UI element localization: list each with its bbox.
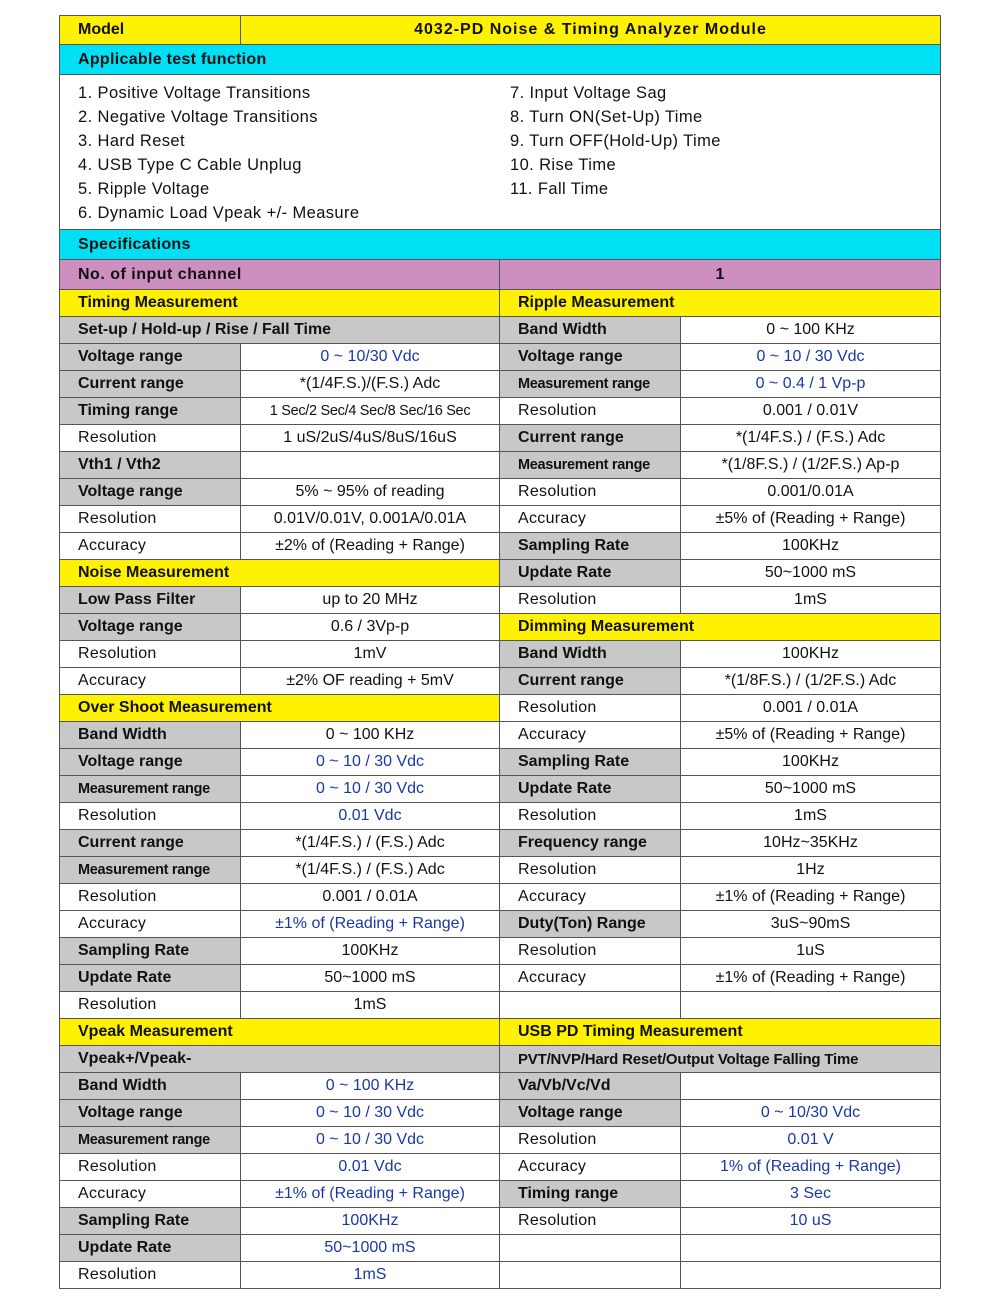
spec-row-resolution [500,857,941,884]
spec-row-resolution [500,803,941,830]
spec-value: 10Hz~35KHz [763,834,858,851]
input-channel-value: 1 [715,265,725,283]
spec-row-voltage-range [500,344,941,371]
spec-row-sampling-rate [500,533,941,560]
spec-row-band-width [59,1073,500,1100]
spec-value: *(1/4F.S.) / (F.S.) Adc [735,429,886,446]
spec-value: 0.001 / 0.01A [322,888,418,905]
spec-value: 1uS [796,942,825,959]
test-function-item: 5. Ripple Voltage [78,180,210,198]
input-channel-label: No. of input channel [60,260,500,289]
spec-value: 1mS [794,591,827,608]
spec-row-update-rate [59,1235,500,1262]
spec-row-duty-ton-range [500,911,941,938]
spec-row-voltage-range [500,1100,941,1127]
spec-label: Measurement range [60,1127,241,1153]
subsection-header: PVT/NVP/Hard Reset/Output Voltage Falling Time [500,1046,941,1073]
model-label: Model [60,16,241,44]
spec-value: *(1/8F.S.) / (1/2F.S.) Ap-p [721,456,900,473]
spec-tables [59,290,941,1289]
spec-label: Measurement range [60,776,241,802]
spec-row-timing-range [59,398,500,425]
spec-value: 0 ~ 100 KHz [325,1077,415,1094]
spec-value: 0.01V/0.01V, 0.001A/0.01A [273,510,467,527]
test-function-item: 4. USB Type C Cable Unplug [78,156,302,174]
spec-row-sampling-rate [59,938,500,965]
spec-value [681,992,940,1018]
spec-row-band-width [500,317,941,344]
spec-label: Resolution [500,479,681,505]
spec-label: Resolution [500,1208,681,1234]
spec-row-resolution [500,938,941,965]
spec-row-update-rate [59,965,500,992]
spec-label: Band Width [500,641,681,667]
test-function-item: 9. Turn OFF(Hold-Up) Time [510,132,721,150]
input-channel-row [59,260,941,290]
spec-value: 0 ~ 10/30 Vdc [760,1104,861,1121]
spec-value: ±1% of (Reading + Range) [275,1185,465,1202]
spec-value: 0.01 Vdc [338,1158,402,1175]
spec-label: Accuracy [500,1154,681,1180]
spec-row-resolution [500,398,941,425]
spec-value: 0 ~ 10 / 30 Vdc [756,348,865,365]
spec-value: 100KHz [341,1212,399,1229]
spec-row-measurement-range [59,1127,500,1154]
spec-label: Voltage range [60,344,241,370]
spec-value: *(1/4F.S.)/(F.S.) Adc [299,375,441,392]
spec-value [681,1262,940,1288]
spec-row-accuracy [500,1154,941,1181]
spec-label: Resolution [500,938,681,964]
spec-row-voltage-range [59,614,500,641]
spec-label: Accuracy [500,884,681,910]
spec-label: Sampling Rate [60,1208,241,1234]
test-function-left-column [78,81,510,229]
spec-sheet [59,15,941,1289]
spec-row-vth1-vth2 [59,452,500,479]
spec-label [500,992,681,1018]
spec-label: Va/Vb/Vc/Vd [500,1073,681,1099]
spec-label: Resolution [60,992,241,1018]
spec-row-measurement-range [59,776,500,803]
spec-label: Current range [60,371,241,397]
spec-value: ±1% of (Reading + Range) [275,915,465,932]
spec-row-voltage-range [59,479,500,506]
subsection-header: Vpeak+/Vpeak- [59,1046,500,1073]
spec-label: Voltage range [500,344,681,370]
spec-label: Update Rate [60,965,241,991]
spec-row-resolution [59,803,500,830]
spec-row-current-range [500,425,941,452]
spec-label: Current range [500,668,681,694]
spec-row-resolution [59,1154,500,1181]
spec-row-measurement-range [500,371,941,398]
spec-label: Accuracy [500,965,681,991]
spec-row-accuracy [500,722,941,749]
test-function-item: 7. Input Voltage Sag [510,84,667,102]
spec-row-resolution [59,992,500,1019]
spec-row-resolution [500,587,941,614]
spec-value: 0.001 / 0.01V [762,402,859,419]
spec-label: Frequency range [500,830,681,856]
section-header: Timing Measurement [59,290,500,317]
spec-value: 50~1000 mS [324,1239,416,1256]
spec-value: 10 uS [789,1212,832,1229]
spec-value: 0 ~ 10 / 30 Vdc [315,753,425,770]
spec-row-sampling-rate [500,749,941,776]
spec-value: 0 ~ 10/30 Vdc [320,348,420,365]
spec-value: 0 ~ 100 KHz [325,726,415,743]
spec-label: Accuracy [60,1181,241,1207]
spec-row-resolution [59,641,500,668]
spec-value [681,1235,940,1261]
spec-row-voltage-range [59,344,500,371]
spec-label: Resolution [500,1127,681,1153]
spec-row-resolution [500,479,941,506]
spec-value [681,1073,940,1099]
spec-row-accuracy [500,884,941,911]
spec-label: Resolution [60,1154,241,1180]
test-function-item: 6. Dynamic Load Vpeak +/- Measure [78,204,360,222]
spec-label: Band Width [60,1073,241,1099]
spec-label: Accuracy [60,911,241,937]
spec-value: 50~1000 mS [764,564,857,581]
spec-label: Voltage range [60,614,241,640]
spec-label: Voltage range [500,1100,681,1126]
spec-label: Accuracy [60,668,241,694]
spec-value: 1mS [353,1266,387,1283]
spec-row-current-range [500,668,941,695]
section-header: Dimming Measurement [500,614,941,641]
spec-value: *(1/4F.S.) / (F.S.) Adc [295,834,445,851]
spec-value [241,452,499,478]
spec-label: Voltage range [60,1100,241,1126]
test-function-item: 3. Hard Reset [78,132,185,150]
model-value: 4032-PD Noise & Timing Analyzer Module [414,21,767,38]
spec-label: Band Width [60,722,241,748]
spec-row-resolution [500,695,941,722]
model-row [59,15,941,45]
spec-value: 50~1000 mS [324,969,416,986]
spec-value: 0 ~ 0.4 / 1 Vp-p [755,375,866,392]
spec-value: ±5% of (Reading + Range) [715,510,906,527]
spec-row-blank [500,992,941,1019]
spec-value: 100KHz [782,645,839,662]
test-function-right-column [510,81,721,229]
spec-label: Measurement range [500,371,681,397]
spec-value: 100KHz [341,942,399,959]
spec-value: 3 Sec [790,1185,831,1202]
spec-row-voltage-range [59,749,500,776]
spec-label: Measurement range [60,857,241,883]
spec-label: Resolution [500,695,681,721]
test-function-item: 8. Turn ON(Set-Up) Time [510,108,703,126]
spec-row-resolution [500,1208,941,1235]
spec-label: Update Rate [500,776,681,802]
spec-row-resolution [500,1127,941,1154]
spec-label: Timing range [500,1181,681,1207]
spec-label: Resolution [60,1262,241,1288]
spec-label: Band Width [500,317,681,343]
spec-label: Accuracy [500,506,681,532]
section-header: Vpeak Measurement [59,1019,500,1046]
spec-label: Duty(Ton) Range [500,911,681,937]
spec-label: Resolution [500,857,681,883]
left-spec-table [59,290,500,1289]
spec-label: Update Rate [60,1235,241,1261]
spec-row-update-rate [500,776,941,803]
spec-value: 0 ~ 10 / 30 Vdc [315,1131,425,1148]
spec-row-accuracy [500,965,941,992]
spec-value: 1mS [353,996,387,1013]
spec-value: 3uS~90mS [770,915,851,932]
spec-value: 1 Sec/2 Sec/4 Sec/8 Sec/16 Sec [269,403,471,419]
spec-label: Current range [500,425,681,451]
section-header: Over Shoot Measurement [59,695,500,722]
test-function-item: 10. Rise Time [510,156,617,174]
spec-row-accuracy [500,506,941,533]
spec-label: Resolution [500,398,681,424]
spec-row-accuracy [59,1181,500,1208]
test-function-header [59,45,941,75]
spec-value: 0.001/0.01A [767,483,854,500]
spec-value: 0.01 V [787,1131,834,1148]
spec-row-accuracy [59,911,500,938]
spec-label: Resolution [60,641,241,667]
test-function-item: 2. Negative Voltage Transitions [78,108,318,126]
spec-row-measurement-range [500,452,941,479]
spec-row-frequency-range [500,830,941,857]
spec-value: 0 ~ 10 / 30 Vdc [315,1104,425,1121]
spec-value: ±1% of (Reading + Range) [715,969,906,986]
spec-label: Timing range [60,398,241,424]
spec-row-sampling-rate [59,1208,500,1235]
spec-value: 0.6 / 3Vp-p [330,618,410,635]
spec-label: Resolution [60,884,241,910]
spec-value: 0 ~ 100 KHz [766,321,855,338]
spec-label: Voltage range [60,749,241,775]
right-spec-table [500,290,941,1289]
spec-row-measurement-range [59,857,500,884]
spec-row-blank [500,1235,941,1262]
spec-row-current-range [59,830,500,857]
spec-value: ±2% of (Reading + Range) [275,537,465,554]
spec-label: Sampling Rate [500,749,681,775]
spec-label: Low Pass Filter [60,587,241,613]
spec-value: *(1/4F.S.) / (F.S.) Adc [295,861,445,878]
spec-row-timing-range [500,1181,941,1208]
spec-value: ±1% of (Reading + Range) [715,888,906,905]
spec-row-current-range [59,371,500,398]
spec-label: Voltage range [60,479,241,505]
spec-value: 100KHz [782,537,839,554]
spec-row-voltage-range [59,1100,500,1127]
section-header: Noise Measurement [59,560,500,587]
spec-value: 0 ~ 10 / 30 Vdc [315,780,425,797]
spec-row-update-rate [500,560,941,587]
spec-label: Sampling Rate [60,938,241,964]
subsection-header: Set-up / Hold-up / Rise / Fall Time [59,317,500,344]
spec-row-resolution [59,425,500,452]
spec-row-resolution [59,506,500,533]
spec-value: 50~1000 mS [764,780,857,797]
spec-value: 0.001 / 0.01A [762,699,859,716]
spec-value: 1Hz [796,861,825,878]
spec-value: 5% ~ 95% of reading [295,483,445,500]
spec-row-accuracy [59,668,500,695]
spec-label: Resolution [60,506,241,532]
spec-row-va-vb-vc-vd [500,1073,941,1100]
test-function-list [59,75,941,230]
spec-label: Resolution [60,803,241,829]
spec-label: Measurement range [500,452,681,478]
spec-label: Vth1 / Vth2 [60,452,241,478]
spec-label: Current range [60,830,241,856]
spec-value: 1% of (Reading + Range) [720,1158,901,1175]
section-header: Ripple Measurement [500,290,941,317]
spec-value: 1 uS/2uS/4uS/8uS/16uS [283,429,457,446]
spec-label: Resolution [60,425,241,451]
spec-label: Resolution [500,587,681,613]
spec-row-low-pass-filter [59,587,500,614]
spec-row-resolution [59,1262,500,1289]
spec-value: ±5% of (Reading + Range) [715,726,906,743]
test-function-title: Applicable test function [78,50,267,68]
spec-label: Sampling Rate [500,533,681,559]
spec-label: Accuracy [500,722,681,748]
specifications-title: Specifications [78,235,191,253]
spec-label [500,1262,681,1288]
spec-row-band-width [500,641,941,668]
spec-value: 0.01 Vdc [338,807,402,824]
spec-row-resolution [59,884,500,911]
specifications-header [59,230,941,260]
spec-label: Resolution [500,803,681,829]
spec-label [500,1235,681,1261]
test-function-item: 11. Fall Time [510,180,609,198]
spec-label: Update Rate [500,560,681,586]
test-function-item: 1. Positive Voltage Transitions [78,84,311,102]
spec-value: 1mS [794,807,827,824]
spec-value: *(1/8F.S.) / (1/2F.S.) Adc [724,672,897,689]
section-header: USB PD Timing Measurement [500,1019,941,1046]
spec-value: ±2% OF reading + 5mV [286,672,454,689]
spec-row-accuracy [59,533,500,560]
spec-label: Accuracy [60,533,241,559]
spec-value: 100KHz [782,753,839,770]
spec-row-blank [500,1262,941,1289]
spec-value: up to 20 MHz [322,591,418,608]
spec-row-band-width [59,722,500,749]
spec-value: 1mV [353,645,387,662]
